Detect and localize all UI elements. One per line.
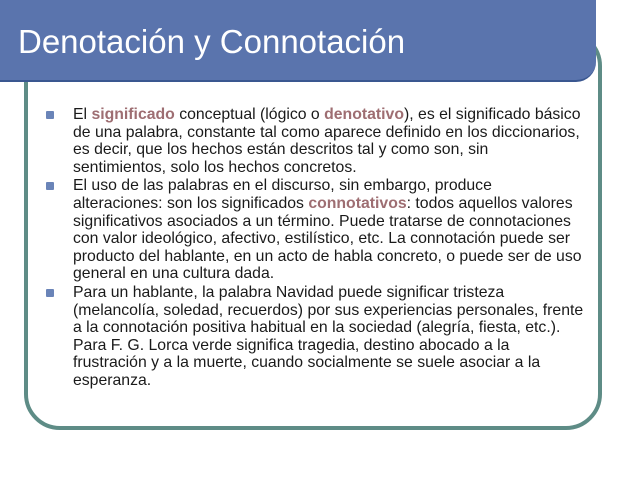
highlight-connotativos: connotativos <box>308 194 407 212</box>
bullet-text: : todos aquellos valores significativos asociados a un término. Puede tratarse de connotaciones con valor ideológico, afectivo, estilístico, etc. La connotación puede ser producto del hablante, en un acto de habla concreto, o puede ser de uso general en una cultura dada. <box>73 194 582 283</box>
highlight-denotativo: denotativo <box>324 106 404 123</box>
title-bar <box>0 0 596 82</box>
bullet-text: Para un hablante, la palabra Navidad puede significar tristeza (melancolía, soledad, recuerdos) por sus experiencias personales, frente a la connotación positiva habitual en la sociedad (alegría, fiesta, etc.). Para F. G. Lorca verde significa tragedia, destino abocado a la frustración y a la muerte, cuando socialmente se suele asociar a la esperanza. <box>73 283 584 389</box>
square-bullet-icon <box>46 289 54 297</box>
bullet-item-connotation <box>44 177 584 283</box>
square-bullet-icon <box>46 182 54 190</box>
square-bullet-icon <box>46 111 54 119</box>
bullet-text: El uso de las palabras en el discurso, sin embargo, produce alteraciones: son los significados <box>73 177 492 212</box>
bullet-item-example <box>44 284 584 390</box>
bullet-list <box>44 106 584 391</box>
bullet-text: conceptual (lógico o <box>174 106 325 123</box>
bullet-text: El <box>73 106 92 123</box>
slide-title: Denotación y Connotación <box>18 23 406 60</box>
bullet-item-denotation <box>44 106 584 176</box>
highlight-significado: significado <box>91 106 175 123</box>
bullet-text: ), es el significado básico de una palabra, constante tal como aparece definido en los diccionarios, es decir, que los hechos están descritos tal y como son, sin sentimientos, solo los hechos concretos. <box>73 106 581 176</box>
